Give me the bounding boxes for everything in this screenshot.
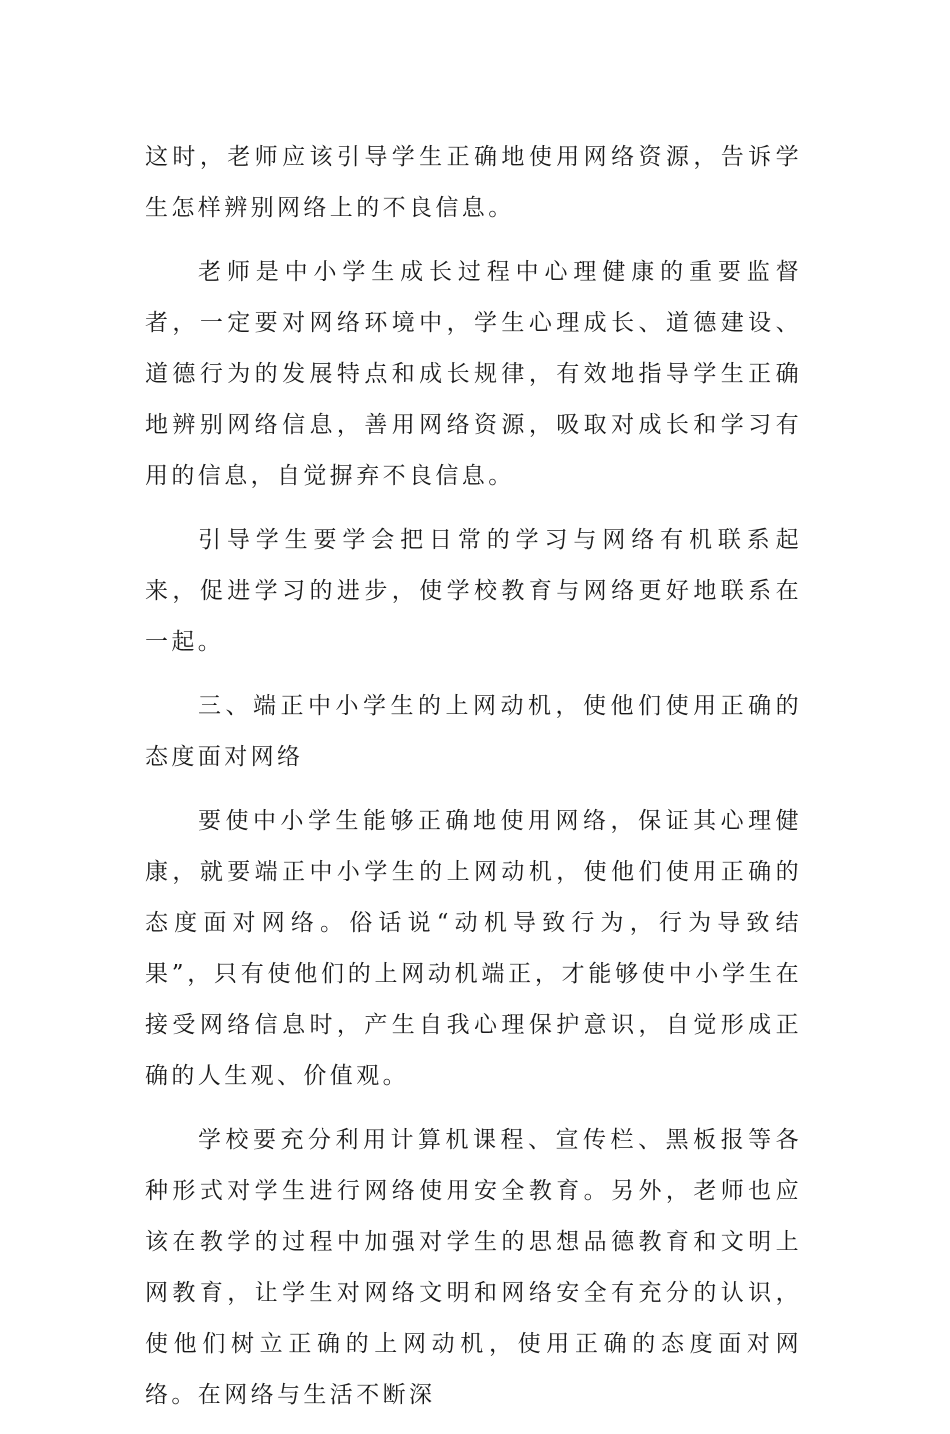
document-page bbox=[145, 132, 802, 1434]
paragraph-guide-students: 引导学生要学会把日常的学习与网络有机联系起来，促进学习的进步，使学校教育与网络更好地联系在一起。 bbox=[145, 527, 802, 655]
section-heading-3: 三、端正中小学生的上网动机，使他们使用正确的态度面对网络 bbox=[145, 693, 802, 770]
paragraph-school-education: 学校要充分利用计算机课程、宣传栏、黑板报等各种形式对学生进行网络使用安全教育。另外，老师也应该在教学的过程中加强对学生的思想品德教育和文明上网教育，让学生对网络文明和网络安全有充分的认识，使他们树立正确的上网动机，使用正确的态度面对网络。在网络与生活不断深 bbox=[145, 1127, 802, 1408]
paragraph-motivation: 要使中小学生能够正确地使用网络，保证其心理健康，就要端正中小学生的上网动机，使他们使用正确的态度面对网络。俗话说“动机导致行为，行为导致结果”，只有使他们的上网动机端正，才能够使中小学生在接受网络信息时，产生自我心理保护意识，自觉形成正确的人生观、价值观。 bbox=[145, 808, 802, 1089]
paragraph-teacher-role: 老师是中小学生成长过程中心理健康的重要监督者，一定要对网络环境中，学生心理成长、道德建设、道德行为的发展特点和成长规律，有效地指导学生正确地辨别网络信息，善用网络资源，吸取对成长和学习有用的信息，自觉摒弃不良信息。 bbox=[145, 259, 802, 489]
paragraph-intro: 这时，老师应该引导学生正确地使用网络资源，告诉学生怎样辨别网络上的不良信息。 bbox=[145, 144, 802, 221]
